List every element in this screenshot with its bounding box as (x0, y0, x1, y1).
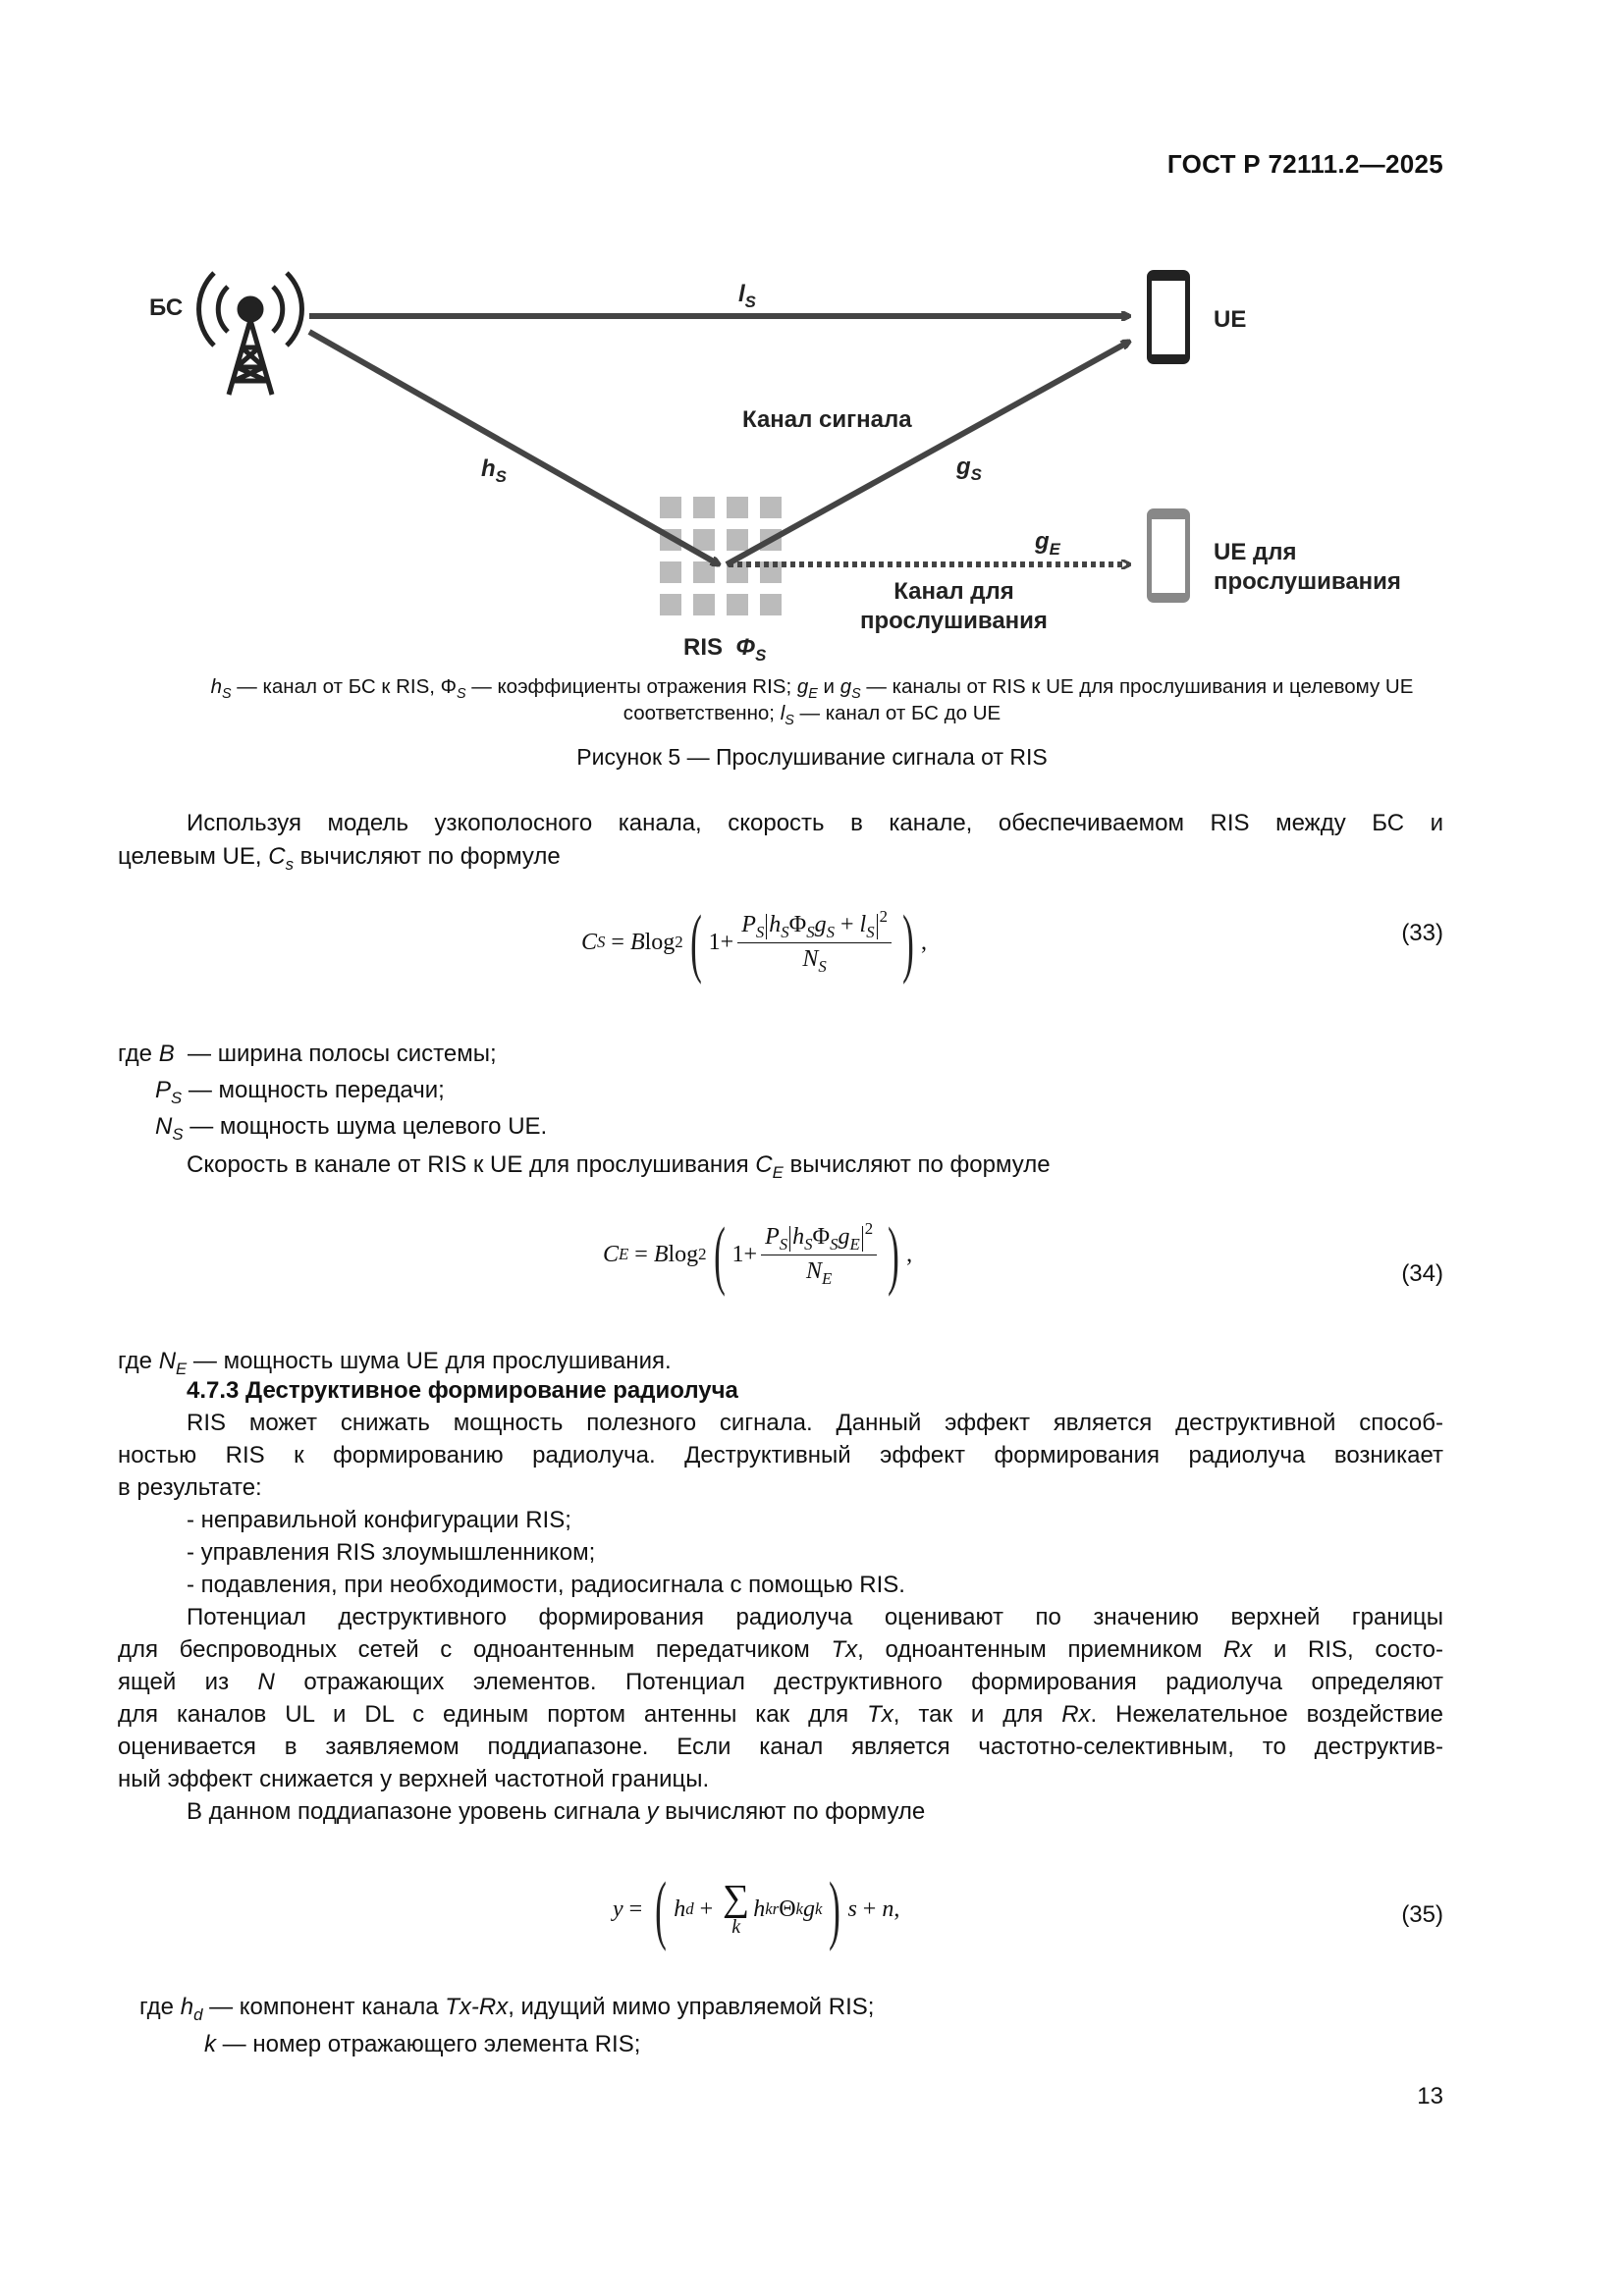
ris-panel-icon (660, 497, 782, 615)
section-heading: 4.7.3 Деструктивное формирование радиолуча (187, 1377, 738, 1404)
label-gs: $g_S$ (956, 454, 982, 484)
label-ue-eavesdropper: UE для прослушивания (1214, 539, 1401, 595)
eavesdropper-phone-icon (1147, 508, 1190, 603)
arrow-ris-to-ue (727, 342, 1129, 564)
label-ue: UE (1214, 306, 1247, 333)
paragraph-3-line-3: в результате: (118, 1474, 262, 1501)
ue-phone-icon (1147, 270, 1190, 364)
equation-33: C S = B log 2 ( 1+ $\frac{P_S h_S\Phi_Sg_S + l_S^2}{N_S}$ ) , (581, 899, 927, 985)
equation-34-number: (34) (1401, 1260, 1443, 1287)
equation-35-number: (35) (1401, 1901, 1443, 1928)
where-P: $P_S$ — мощность передачи; (155, 1077, 445, 1107)
paragraph-4-line-1: Потенциал деструктивного формирования радиолуча оценивают по значению верхней границы (187, 1604, 1443, 1630)
where-k: k — номер отражающего элемента RIS; (204, 2031, 641, 2057)
paragraph-4-line-5: оценивается в заявляемом поддиапазоне. Если канал является частотно-селективным, то деструктив- (118, 1734, 1443, 1760)
paragraph-3-line-1: RIS может снижать мощность полезного сигнала. Данный эффект является деструктивной способ- (187, 1410, 1443, 1436)
paragraph-4-line-2: для беспроводных сетей с одноантенным передатчиком Tx, одноантенным приемником Rx и RIS, состо- (118, 1636, 1444, 1663)
equation-34: C E = B log 2 ( 1+ $\frac{P_S h_S\Phi_Sg_E^2}{N_E}$ ) , (603, 1211, 913, 1297)
paragraph-1-line-2: целевым UE, $C_s$ вычисляют по формуле (118, 843, 561, 874)
paragraph-3-line-2: ностью RIS к формированию радиолуча. Деструктивный эффект формирования радиолуча возникает (118, 1442, 1443, 1468)
where-NE: где $N_E$ — мощность шума UE для прослушивания. (118, 1348, 672, 1378)
paragraph-4-line-3: ящей из N отражающих элементов. Потенциал деструктивного формирования радиолуча определяют (118, 1669, 1443, 1695)
where-N: $N_S$ — мощность шума целевого UE. (155, 1113, 548, 1144)
label-ris: RIS $\Phi_S$ (683, 634, 767, 665)
bullet-1: - неправильной конфигурации RIS; (187, 1507, 571, 1533)
bullet-3: - подавления, при необходимости, радиосигнала с помощью RIS. (187, 1572, 905, 1598)
paragraph-1-line-1: Используя модель узкополосного канала, скорость в канале, обеспечиваемом RIS между БС и (187, 810, 1443, 836)
arrow-bs-to-ris (309, 332, 719, 564)
legend-line-2: соответственно; $l_S$ — канал от БС до UE (623, 702, 1001, 729)
where-hd: где $h_d$ — компонент канала Tx-Rx, идущий мимо управляемой RIS; (139, 1994, 875, 2024)
figure-legend (110, 673, 1514, 729)
where-B: где B — ширина полосы системы; (118, 1041, 497, 1067)
paragraph-4-line-4: для каналов UL и DL с единым портом антенны как для Tx, так и для Rx. Нежелательное воздействие (118, 1701, 1443, 1728)
page-number: 13 (1417, 2083, 1443, 2109)
label-ls: $l_S$ (738, 281, 756, 311)
bullet-2: - управления RIS злоумышленником; (187, 1539, 596, 1566)
figure-caption: Рисунок 5 — Прослушивание сигнала от RIS (576, 744, 1048, 770)
paragraph-4-line-6: ный эффект снижается у верхней частотной границы. (118, 1766, 710, 1792)
paragraph-5: В данном поддиапазоне уровень сигнала y вычисляют по формуле (187, 1798, 926, 1825)
equation-33-number: (33) (1401, 920, 1443, 946)
label-hs: $h_S$ (481, 455, 507, 486)
label-eavesdrop-channel: Канал для прослушивания (860, 578, 1048, 634)
document-id: ГОСТ Р 72111.2—2025 (1166, 149, 1443, 179)
label-signal-channel: Канал сигнала (742, 406, 912, 433)
legend-line-1: $h_S$ — канал от БС к RIS, $\Phi_S$ — коэффициенты отражения RIS; $g_E$ и $g_S$ — каналы от RIS к UE для прослушивания и целевому UE (210, 675, 1414, 703)
label-bs: БС (149, 294, 184, 321)
base-station-icon (199, 273, 302, 395)
label-ge: $g_E$ (1035, 528, 1060, 559)
paragraph-2: Скорость в канале от RIS к UE для прослушивания $C_E$ вычисляют по формуле (187, 1151, 1051, 1182)
equation-35: y = ( h d + ∑ k h k r Θ k g k ) s + n , (613, 1866, 900, 1951)
